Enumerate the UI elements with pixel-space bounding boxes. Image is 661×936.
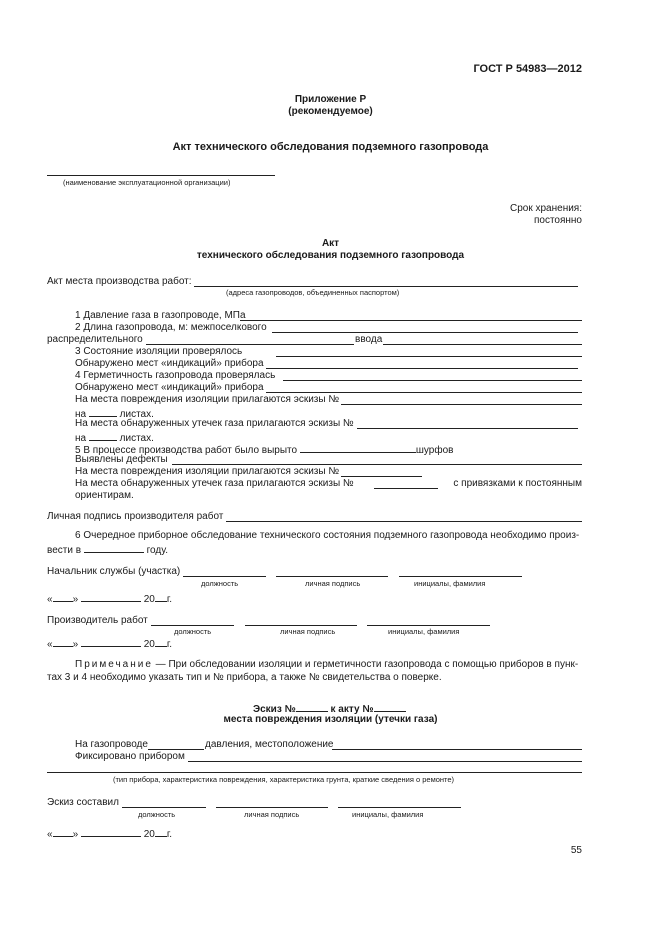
composed-position-caption: должность [138, 810, 176, 819]
date2-month-blank [81, 637, 141, 647]
item6-post: году. [146, 545, 168, 556]
chief-signature-line [276, 576, 388, 577]
sketch-number-blank [296, 702, 328, 712]
appendix-title: Приложение Р [294, 94, 367, 105]
item4-found-line [266, 392, 582, 393]
item2-distribution-line [146, 344, 354, 345]
sketch1-line [341, 404, 582, 405]
item5-label: 5 В процессе производства работ было вырыто [75, 445, 298, 456]
item1-label: 1 Давление газа в газопроводе, МПа [75, 310, 246, 321]
chief-signature-caption: личная подпись [305, 579, 361, 588]
item1-line [240, 320, 582, 321]
place-line [194, 286, 578, 287]
sketch-title-mid: к акту № [330, 704, 374, 715]
item4-label: 4 Герметичность газопровода проверялась [75, 370, 276, 381]
sketch4-post: с привязками к постоянным [453, 478, 582, 489]
storage-value: постоянно [533, 215, 582, 226]
composed-signature-line [216, 807, 328, 808]
place-label: Акт места производства работ: [47, 276, 192, 287]
composed-name-caption: инициалы, фамилия [352, 810, 424, 819]
item5-suffix: шурфов [415, 445, 454, 456]
sheets2-post: листах. [119, 433, 154, 444]
date2-close: » [72, 639, 79, 650]
pipeline-pre: На газопроводе [75, 739, 148, 750]
sketch3-line [341, 476, 422, 477]
date2-day-blank [53, 637, 73, 647]
composed-date [47, 827, 172, 840]
sheets2-pre: на [75, 433, 87, 444]
pipeline-post: давления, местоположение [205, 739, 334, 750]
sheets1-post: листах. [119, 409, 154, 420]
item6-line1: 6 Очередное приборное обследование технического состояния подземного газопровода необходимо произ- [75, 530, 580, 541]
page-number: 55 [570, 845, 582, 856]
sketch4-line [374, 488, 438, 489]
sketch3-label: На места повреждения изоляции прилагаются эскизы № [75, 466, 340, 477]
item3-found-line [266, 368, 578, 369]
chief-name-caption: инициалы, фамилия [414, 579, 486, 588]
sketch1-label: На места повреждения изоляции прилагаются эскизы № [75, 394, 340, 405]
sketch-subtitle: места повреждения изоляции (утечки газа) [223, 714, 438, 725]
signature-line [226, 521, 582, 522]
composed-label: Эскиз составил [47, 797, 119, 808]
date3-suffix: г. [166, 829, 173, 840]
sheets1-pre: на [75, 409, 87, 420]
producer-signature-caption: личная подпись [280, 627, 336, 636]
defects-line [172, 464, 582, 465]
item6-pre: вести в [47, 545, 82, 556]
signature-label: Личная подпись производителя работ [47, 511, 224, 522]
act-subtitle: технического обследования подземного газопровода [196, 250, 465, 261]
defects-label: Выявлены дефекты [75, 454, 168, 465]
date3-day-blank [53, 827, 73, 837]
item2-label: 2 Длина газопровода, м: межпоселкового [75, 322, 267, 333]
sheets2-blank [89, 431, 117, 441]
sketch2-label: На места обнаруженных утечек газа прилагаются эскизы № [75, 418, 354, 429]
composed-position-line [122, 807, 206, 808]
item4-line [283, 380, 582, 381]
act-title: Акт [321, 238, 340, 249]
note-text1: — При обследовании изоляции и герметичности газопровода с помощью приборов в пунк- [152, 659, 579, 670]
item4-found-label: Обнаружено мест «индикаций» прибора [75, 382, 264, 393]
date-day-blank [53, 592, 73, 602]
item3-line [276, 356, 582, 357]
date-close: » [72, 594, 79, 605]
date3-year: 20 [143, 829, 155, 840]
chief-label: Начальник службы (участка) [47, 566, 181, 577]
item3-label: 3 Состояние изоляции проверялось [75, 346, 243, 357]
document-code: ГОСТ Р 54983—2012 [473, 63, 582, 75]
place-caption: (адреса газопроводов, объединенных паспортом) [226, 288, 400, 297]
chief-date [47, 592, 172, 605]
date-year-blank [155, 592, 167, 602]
chief-name-line [399, 576, 522, 577]
item2-input-label: ввода [355, 334, 383, 345]
item2-line [272, 332, 578, 333]
date-open: « [47, 594, 53, 605]
date2-open: « [47, 639, 53, 650]
pipeline-pressure-line [148, 749, 204, 750]
producer-signature-line [245, 625, 357, 626]
date2-suffix: г. [166, 639, 173, 650]
date3-close: » [72, 829, 79, 840]
composed-signature-caption: личная подпись [244, 810, 300, 819]
date2-year: 20 [143, 639, 155, 650]
chief-position-caption: должность [201, 579, 239, 588]
sketch-act-blank [374, 702, 406, 712]
item6-line2 [47, 543, 168, 556]
date3-month-blank [81, 827, 141, 837]
item3-found-label: Обнаружено мест «индикаций» прибора [75, 358, 264, 369]
sketch4-pre: На места обнаруженных утечек газа прилагаются эскизы № [75, 478, 354, 489]
date2-year-blank [155, 637, 167, 647]
producer-position-line [151, 625, 234, 626]
fixed-line [188, 761, 582, 762]
note-line2: тах 3 и 4 необходимо указать тип и № прибора, а также № свидетельства о поверке. [47, 672, 442, 683]
composed-name-line [338, 807, 461, 808]
item6-year-blank [84, 543, 144, 553]
chief-position-line [183, 576, 266, 577]
item2-distribution-label: распределительного [47, 334, 143, 345]
producer-name-caption: инициалы, фамилия [388, 627, 460, 636]
date3-open: « [47, 829, 53, 840]
date-year: 20 [143, 594, 155, 605]
org-name-line [47, 175, 275, 176]
pipeline-location-line [332, 749, 582, 750]
note-line1 [75, 660, 578, 670]
note-head: Примечание [75, 659, 153, 670]
producer-label: Производитель работ [47, 615, 148, 626]
producer-date [47, 637, 172, 650]
details-caption: (тип прибора, характеристика повреждения, характеристика грунта, краткие сведения о ремонте) [113, 775, 455, 784]
date-month-blank [81, 592, 141, 602]
sketch2-line [357, 428, 578, 429]
producer-position-caption: должность [174, 627, 212, 636]
date3-year-blank [155, 827, 167, 837]
producer-name-line [367, 625, 490, 626]
landmarks-label: ориентирам. [75, 490, 134, 501]
date-suffix: г. [166, 594, 173, 605]
item2-input-line [383, 344, 582, 345]
storage-label: Срок хранения: [509, 203, 582, 214]
item5-blank [300, 443, 416, 453]
main-title: Акт технического обследования подземного газопровода [172, 141, 489, 153]
fixed-label: Фиксировано прибором [75, 751, 185, 762]
appendix-subtitle: (рекомендуемое) [288, 106, 373, 117]
sketch-title-pre: Эскиз № [253, 704, 296, 715]
org-name-caption: (наименование эксплуатационной организации) [63, 178, 231, 187]
details-line [47, 772, 582, 773]
sheets1-blank [89, 407, 117, 417]
